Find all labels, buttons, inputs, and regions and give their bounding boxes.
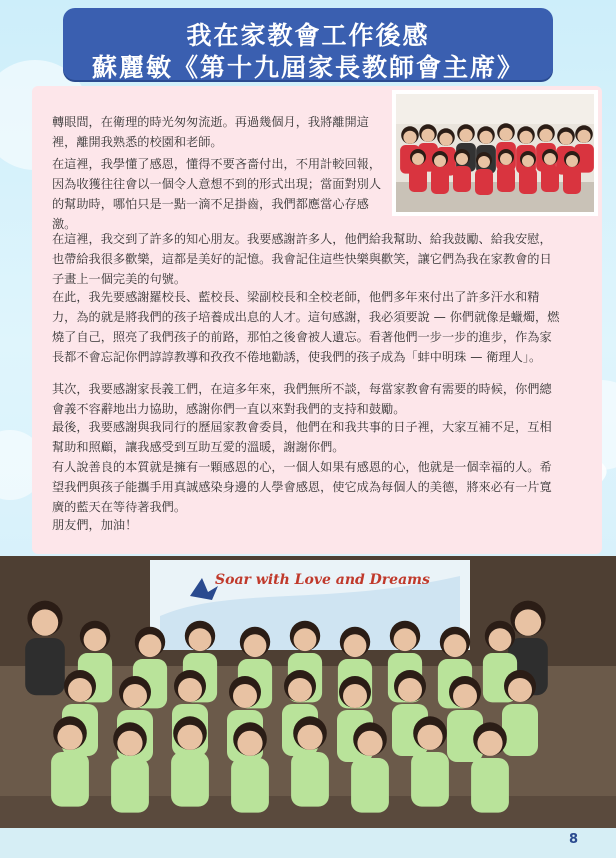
title-banner	[63, 8, 553, 80]
paragraph: 有人說善良的本質就是擁有一顆感恩的心，一個人如果有感恩的心，他就是一個幸福的人。希望我們與孩子能攜手用真誠感染身邊的人學會感恩，使它成為每個人的美德，將來必有一片寬廣的藍天在等待著我們。	[52, 460, 552, 514]
paragraph: 在這裡，我學懂了感恩，懂得不要吝嗇付出，不用計較回報，因為收獲往往會以一個令人意想不到的形式出現；當面對別人的幫助時，哪怕只是一點一滴不足掛齒，我們都應當心存感激。	[52, 157, 382, 231]
paragraph: 在這裡，我交到了許多的知心朋友。我要感謝許多人，他們給我幫助、給我鼓勵、給我安慰，也帶給我很多歡樂，這都是美好的記憶。我會記住這些快樂與歡笑，讓它們為我在家教會的日子畫上一個完美的句號。	[52, 232, 552, 286]
paragraph: 轉眼間，在衛理的時光匆匆流逝。再過幾個月，我將離開這裡，離開我熟悉的校園和老師。	[52, 115, 369, 149]
article-subtitle: 蘇麗敏《第十九屆家長教師會主席》	[91, 53, 524, 82]
footer-bar	[0, 828, 616, 858]
group-photo-top-image	[396, 94, 594, 212]
banner-slogan: Soar with Love and Dreams	[215, 572, 430, 588]
group-photo-top	[392, 90, 598, 216]
paragraph: 朋友們，加油！	[52, 518, 138, 532]
paragraph: 最後，我要感謝與我同行的歷屆家教會委員，他們在和我共事的日子裡，大家互補不足，互相幫助和照顧，讓我感受到互助互愛的溫暖，謝謝你們。	[52, 420, 552, 454]
paragraph: 其次，我要感謝家長義工們，在這多年來，我們無所不談，每當家教會有需要的時候，你們總會義不容辭地出力協助，感謝你們一直以來對我們的支持和鼓勵。	[52, 382, 552, 416]
page-number: 8	[568, 832, 578, 847]
group-photo-bottom	[0, 556, 616, 828]
article-title: 我在家教會工作後感	[186, 21, 430, 50]
group-photo-bottom-image	[0, 556, 616, 828]
paragraph: 在此，我先要感謝羅校長、藍校長、梁副校長和全校老師，他們多年來付出了許多汗水和精力，為的就是將我們的孩子培養成出息的人才。這句感謝，我必須要說 — 你們就像是蠟燭，燃燒了自己，照亮了我們孩子的前路，那怕之後會被人遺忘。看著他們一步一步的進步，作為家長都不會忘記你們諄諄教導和孜孜不倦地勸誘，使我們的孩子成為「蚌中明珠 — 衛理人」。	[52, 290, 560, 364]
